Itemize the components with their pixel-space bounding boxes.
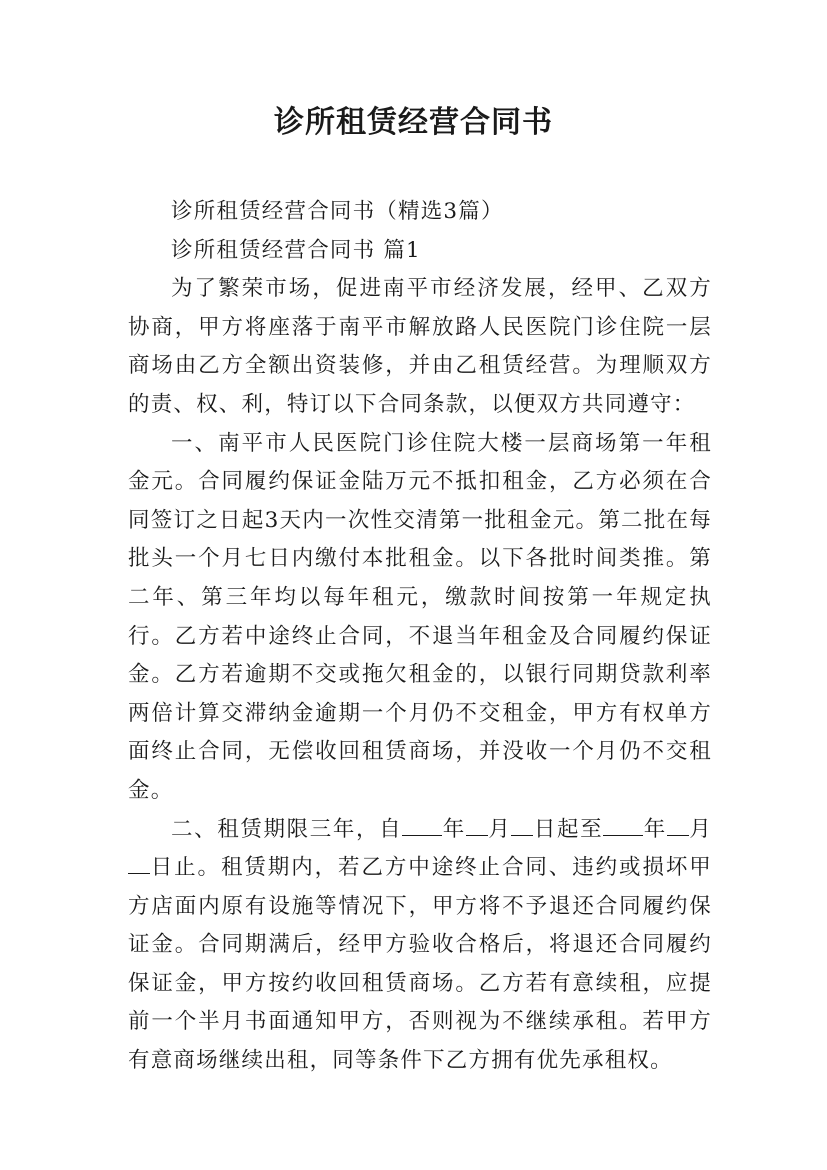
- clause-1-paragraph: 一、南平市人民医院门诊住院大楼一层商场第一年租金元。合同履约保证金陆万元不抵扣租金，乙方必须在合同签订之日起3天内一次性交清第一批租金元。第二批在每批头一个月七日内缴付本批租金。以下各批时间类推。第二年、第三年均以每年租元，缴款时间按第一年规定执行。乙方若中途终止合同，不退当年租金及合同履约保证金。乙方若逾期不交或拖欠租金的，以银行同期贷款利率两倍计算交滞纳金逾期一个月仍不交租金，甲方有权单方面终止合同，无偿收回租赁商场，并没收一个月仍不交租金。: [128, 430, 712, 803]
- end-month-blank: [667, 813, 689, 836]
- clause-2-prefix: 二、租赁期限三年，自: [171, 816, 403, 842]
- start-year-blank: [402, 813, 442, 836]
- clause-2-rest: 租赁期内，若乙方中途终止合同、违约或损坏甲方店面内原有设施等情况下，甲方将不予退还合同履约保证金。合同期满后，经甲方验收合格后，将退还合同履约保证金，甲方按约收回租赁商场。乙方若有意续租，应提前一个半月书面通知甲方，否则视为不继续承租。若甲方有意商场继续出租，同等条件下乙方拥有优先承租权。: [128, 855, 712, 1074]
- document-title: 诊所租赁经营合同书: [274, 105, 553, 140]
- from-day-text: 日起至: [533, 816, 604, 842]
- clause-2-paragraph: [128, 811, 712, 1081]
- section-heading: 诊所租赁经营合同书 篇1: [171, 237, 421, 263]
- start-day-blank: [511, 813, 533, 836]
- document-body: [128, 193, 712, 1081]
- to-day-text: 日止。: [150, 855, 221, 881]
- end-year-blank: [603, 813, 643, 836]
- unit-year-2: 年: [643, 816, 667, 842]
- unit-month-2: 月: [688, 816, 713, 842]
- start-month-blank: [466, 813, 488, 836]
- unit-month: 月: [487, 816, 512, 842]
- end-day-blank: [128, 851, 150, 874]
- document-subtitle: 诊所租赁经营合同书（精选3篇）: [171, 199, 504, 224]
- unit-year: 年: [442, 816, 466, 842]
- intro-paragraph: 为了繁荣市场，促进南平市经济发展，经甲、乙双方协商，甲方将座落于南平市解放路人民医院门诊住院一层商场由乙方全额出资装修，并由乙租赁经营。为理顺双方的责、权、利，特订以下合同条款，以便双方共同遵守：: [128, 276, 712, 417]
